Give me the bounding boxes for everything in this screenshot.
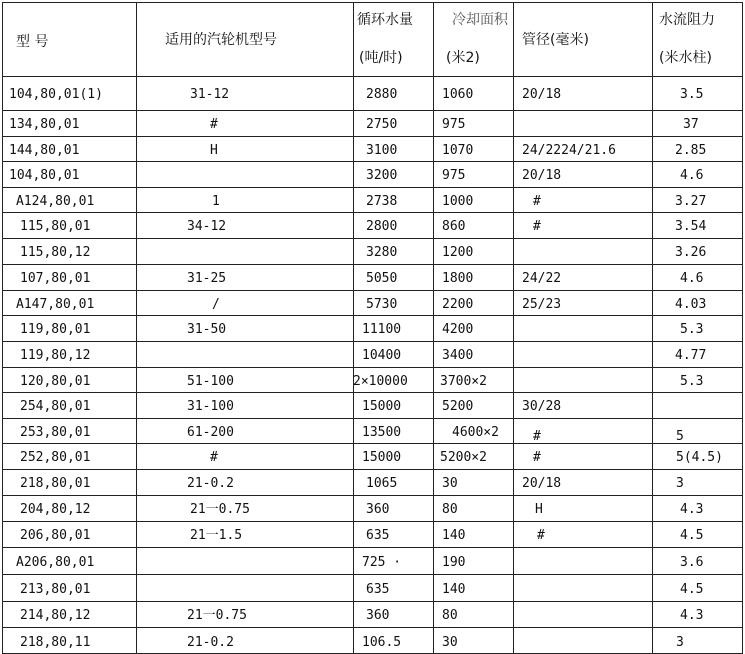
cell-area: 80 xyxy=(442,608,458,623)
cell-pipe: 20/18 xyxy=(522,476,562,491)
cell-flow: 635 xyxy=(366,582,390,597)
cell-flow: 1065 xyxy=(366,476,398,491)
cell-pipe: # xyxy=(533,450,541,465)
cell-flow: 725 · xyxy=(362,555,402,570)
column-border xyxy=(136,2,137,654)
cell-turbine: # xyxy=(210,117,218,132)
cell-area: 5200×2 xyxy=(440,450,487,465)
cell-area: 4200 xyxy=(442,322,474,337)
cell-turbine: H xyxy=(210,143,218,158)
cell-resistance: 3.5 xyxy=(680,87,704,102)
column-border xyxy=(2,2,3,654)
column-border xyxy=(353,2,354,654)
row-border xyxy=(2,110,743,111)
cell-area: 4600×2 xyxy=(452,425,499,440)
cell-resistance: 5.3 xyxy=(680,374,704,389)
cell-model: A124,80,01 xyxy=(16,194,95,209)
cell-area: 975 xyxy=(442,117,466,132)
cell-model: 253,80,01 xyxy=(20,425,91,440)
cell-model: 120,80,01 xyxy=(20,374,91,389)
header-model: 型 号 xyxy=(16,34,49,50)
cell-resistance: 5(4.5) xyxy=(676,450,723,465)
cell-area: 30 xyxy=(442,635,458,650)
cell-resistance: 4.6 xyxy=(680,168,704,183)
row-border xyxy=(2,315,743,316)
header-resistance-line2: (米水柱) xyxy=(659,50,712,66)
row-border xyxy=(2,547,743,548)
cell-resistance: 3.26 xyxy=(675,245,707,260)
row-border xyxy=(2,76,743,77)
cell-turbine: 21-0.2 xyxy=(187,635,234,650)
cell-model: 252,80,01 xyxy=(20,450,91,465)
row-border xyxy=(2,418,743,419)
cell-resistance: 3.6 xyxy=(680,555,704,570)
cell-turbine: 31-12 xyxy=(190,87,230,102)
cell-pipe: # xyxy=(533,194,541,209)
cell-flow: 2800 xyxy=(366,219,398,234)
cell-model: 206,80,01 xyxy=(20,528,91,543)
row-border xyxy=(2,341,743,342)
cell-flow: 2880 xyxy=(366,87,398,102)
cell-model: 204,80,12 xyxy=(20,502,91,517)
cell-turbine: 31-100 xyxy=(187,399,234,414)
cell-turbine: 61-200 xyxy=(187,425,234,440)
cell-turbine: # xyxy=(210,450,218,465)
cell-resistance: 3 xyxy=(676,635,684,650)
column-border xyxy=(513,2,514,654)
cell-pipe: H xyxy=(535,502,543,517)
header-area-line1: 冷却面积 xyxy=(452,12,508,28)
cell-flow: 3280 xyxy=(366,245,398,260)
cell-model: 144,80,01 xyxy=(9,143,80,158)
cell-area: 1070 xyxy=(442,143,474,158)
row-border xyxy=(2,367,743,368)
row-border xyxy=(2,238,743,239)
cell-model: 218,80,11 xyxy=(20,635,91,650)
cell-model: 104,80,01(1) xyxy=(9,87,103,102)
cell-model: A147,80,01 xyxy=(16,297,95,312)
cell-flow: 2738 xyxy=(366,194,398,209)
cell-flow: 106.5 xyxy=(362,635,402,650)
row-border xyxy=(2,601,743,602)
cell-model: 115,80,01 xyxy=(20,219,91,234)
row-border xyxy=(2,443,743,444)
row-border xyxy=(2,495,743,496)
cell-pipe: 24/2224/21.6 xyxy=(522,143,616,158)
row-border xyxy=(2,264,743,265)
cell-flow: 635 xyxy=(366,528,390,543)
column-border xyxy=(742,2,743,654)
cell-flow: 3200 xyxy=(366,168,398,183)
cell-resistance: 4.5 xyxy=(680,582,704,597)
cell-flow: 3100 xyxy=(366,143,398,158)
row-border xyxy=(2,469,743,470)
header-resistance-line1: 水流阻力 xyxy=(659,12,715,28)
cell-model: 254,80,01 xyxy=(20,399,91,414)
cell-pipe: # xyxy=(537,528,545,543)
cell-resistance: 3 xyxy=(676,476,684,491)
cell-turbine: 21一1.5 xyxy=(190,528,243,543)
cell-model: 115,80,12 xyxy=(20,245,91,260)
cell-flow: 360 xyxy=(366,502,390,517)
row-border xyxy=(2,136,743,137)
cell-pipe: 20/18 xyxy=(522,168,562,183)
cell-pipe: 25/23 xyxy=(522,297,562,312)
cell-area: 140 xyxy=(442,582,466,597)
cell-turbine: 21-0.2 xyxy=(187,476,234,491)
row-border xyxy=(2,574,743,575)
cell-flow: 13500 xyxy=(362,425,402,440)
cell-model: 218,80,01 xyxy=(20,476,91,491)
cell-resistance: 4.3 xyxy=(680,608,704,623)
cell-model: 119,80,01 xyxy=(20,322,91,337)
cell-model: 107,80,01 xyxy=(20,271,91,286)
cell-area: 1200 xyxy=(442,245,474,260)
cell-resistance: 4.6 xyxy=(680,271,704,286)
row-border xyxy=(2,290,743,291)
cell-turbine: 21一0.75 xyxy=(187,608,247,623)
cell-area: 3400 xyxy=(442,348,474,363)
cell-resistance: 3.54 xyxy=(675,219,707,234)
cell-turbine: 34-12 xyxy=(187,219,227,234)
cell-area: 3700×2 xyxy=(440,374,487,389)
cell-resistance: 4.03 xyxy=(675,297,707,312)
row-border xyxy=(2,2,743,3)
cell-flow: 10400 xyxy=(362,348,402,363)
header-pipe: 管径(毫米) xyxy=(522,32,589,48)
cell-area: 1000 xyxy=(442,194,474,209)
cell-area: 5200 xyxy=(442,399,474,414)
cell-flow: 2×10000 xyxy=(353,374,408,389)
cell-resistance: 5 xyxy=(676,429,684,444)
cell-pipe: # xyxy=(533,429,541,444)
cell-area: 140 xyxy=(442,528,466,543)
row-border xyxy=(2,627,743,628)
cell-resistance: 4.5 xyxy=(680,528,704,543)
cell-area: 30 xyxy=(442,476,458,491)
cell-turbine: / xyxy=(212,297,220,312)
header-area-line2: (米2) xyxy=(446,50,480,66)
row-border xyxy=(2,392,743,393)
cell-area: 80 xyxy=(442,502,458,517)
cell-area: 190 xyxy=(442,555,466,570)
cell-flow: 15000 xyxy=(362,450,402,465)
header-flow-line2: (吨/时) xyxy=(359,50,403,66)
row-border xyxy=(2,161,743,162)
cell-flow: 360 xyxy=(366,608,390,623)
cell-model: 134,80,01 xyxy=(9,117,80,132)
cell-turbine: 31-50 xyxy=(187,322,227,337)
cell-turbine: 1 xyxy=(212,194,220,209)
column-border xyxy=(652,2,653,654)
cell-model: 213,80,01 xyxy=(20,582,91,597)
cell-flow: 5730 xyxy=(366,297,398,312)
cell-pipe: # xyxy=(533,219,541,234)
row-border xyxy=(2,521,743,522)
cell-flow: 2750 xyxy=(366,117,398,132)
cell-model: 104,80,01 xyxy=(9,168,80,183)
cell-area: 1060 xyxy=(442,87,474,102)
cell-area: 860 xyxy=(442,219,466,234)
cell-pipe: 30/28 xyxy=(522,399,562,414)
cell-resistance: 37 xyxy=(683,117,699,132)
row-border xyxy=(2,212,743,213)
header-turbine: 适用的汽轮机型号 xyxy=(165,32,277,48)
cell-model: 214,80,12 xyxy=(20,608,91,623)
cell-resistance: 5.3 xyxy=(680,322,704,337)
cell-model: A206,80,01 xyxy=(16,555,95,570)
cell-area: 1800 xyxy=(442,271,474,286)
cell-turbine: 21一0.75 xyxy=(190,502,250,517)
cell-area: 975 xyxy=(442,168,466,183)
header-flow-line1: 循环水量 xyxy=(357,12,413,28)
cell-model: 119,80,12 xyxy=(20,348,91,363)
cell-resistance: 3.27 xyxy=(675,194,707,209)
cell-turbine: 51-100 xyxy=(187,374,234,389)
cell-resistance: 4.3 xyxy=(680,502,704,517)
cell-flow: 15000 xyxy=(362,399,402,414)
cell-pipe: 20/18 xyxy=(522,87,562,102)
cell-resistance: 4.77 xyxy=(675,348,707,363)
cell-flow: 11100 xyxy=(362,322,402,337)
column-border xyxy=(433,2,434,654)
cell-area: 2200 xyxy=(442,297,474,312)
cell-pipe: 24/22 xyxy=(522,271,562,286)
row-border xyxy=(2,187,743,188)
cell-turbine: 31-25 xyxy=(187,271,227,286)
cell-resistance: 2.85 xyxy=(675,143,707,158)
cell-flow: 5050 xyxy=(366,271,398,286)
